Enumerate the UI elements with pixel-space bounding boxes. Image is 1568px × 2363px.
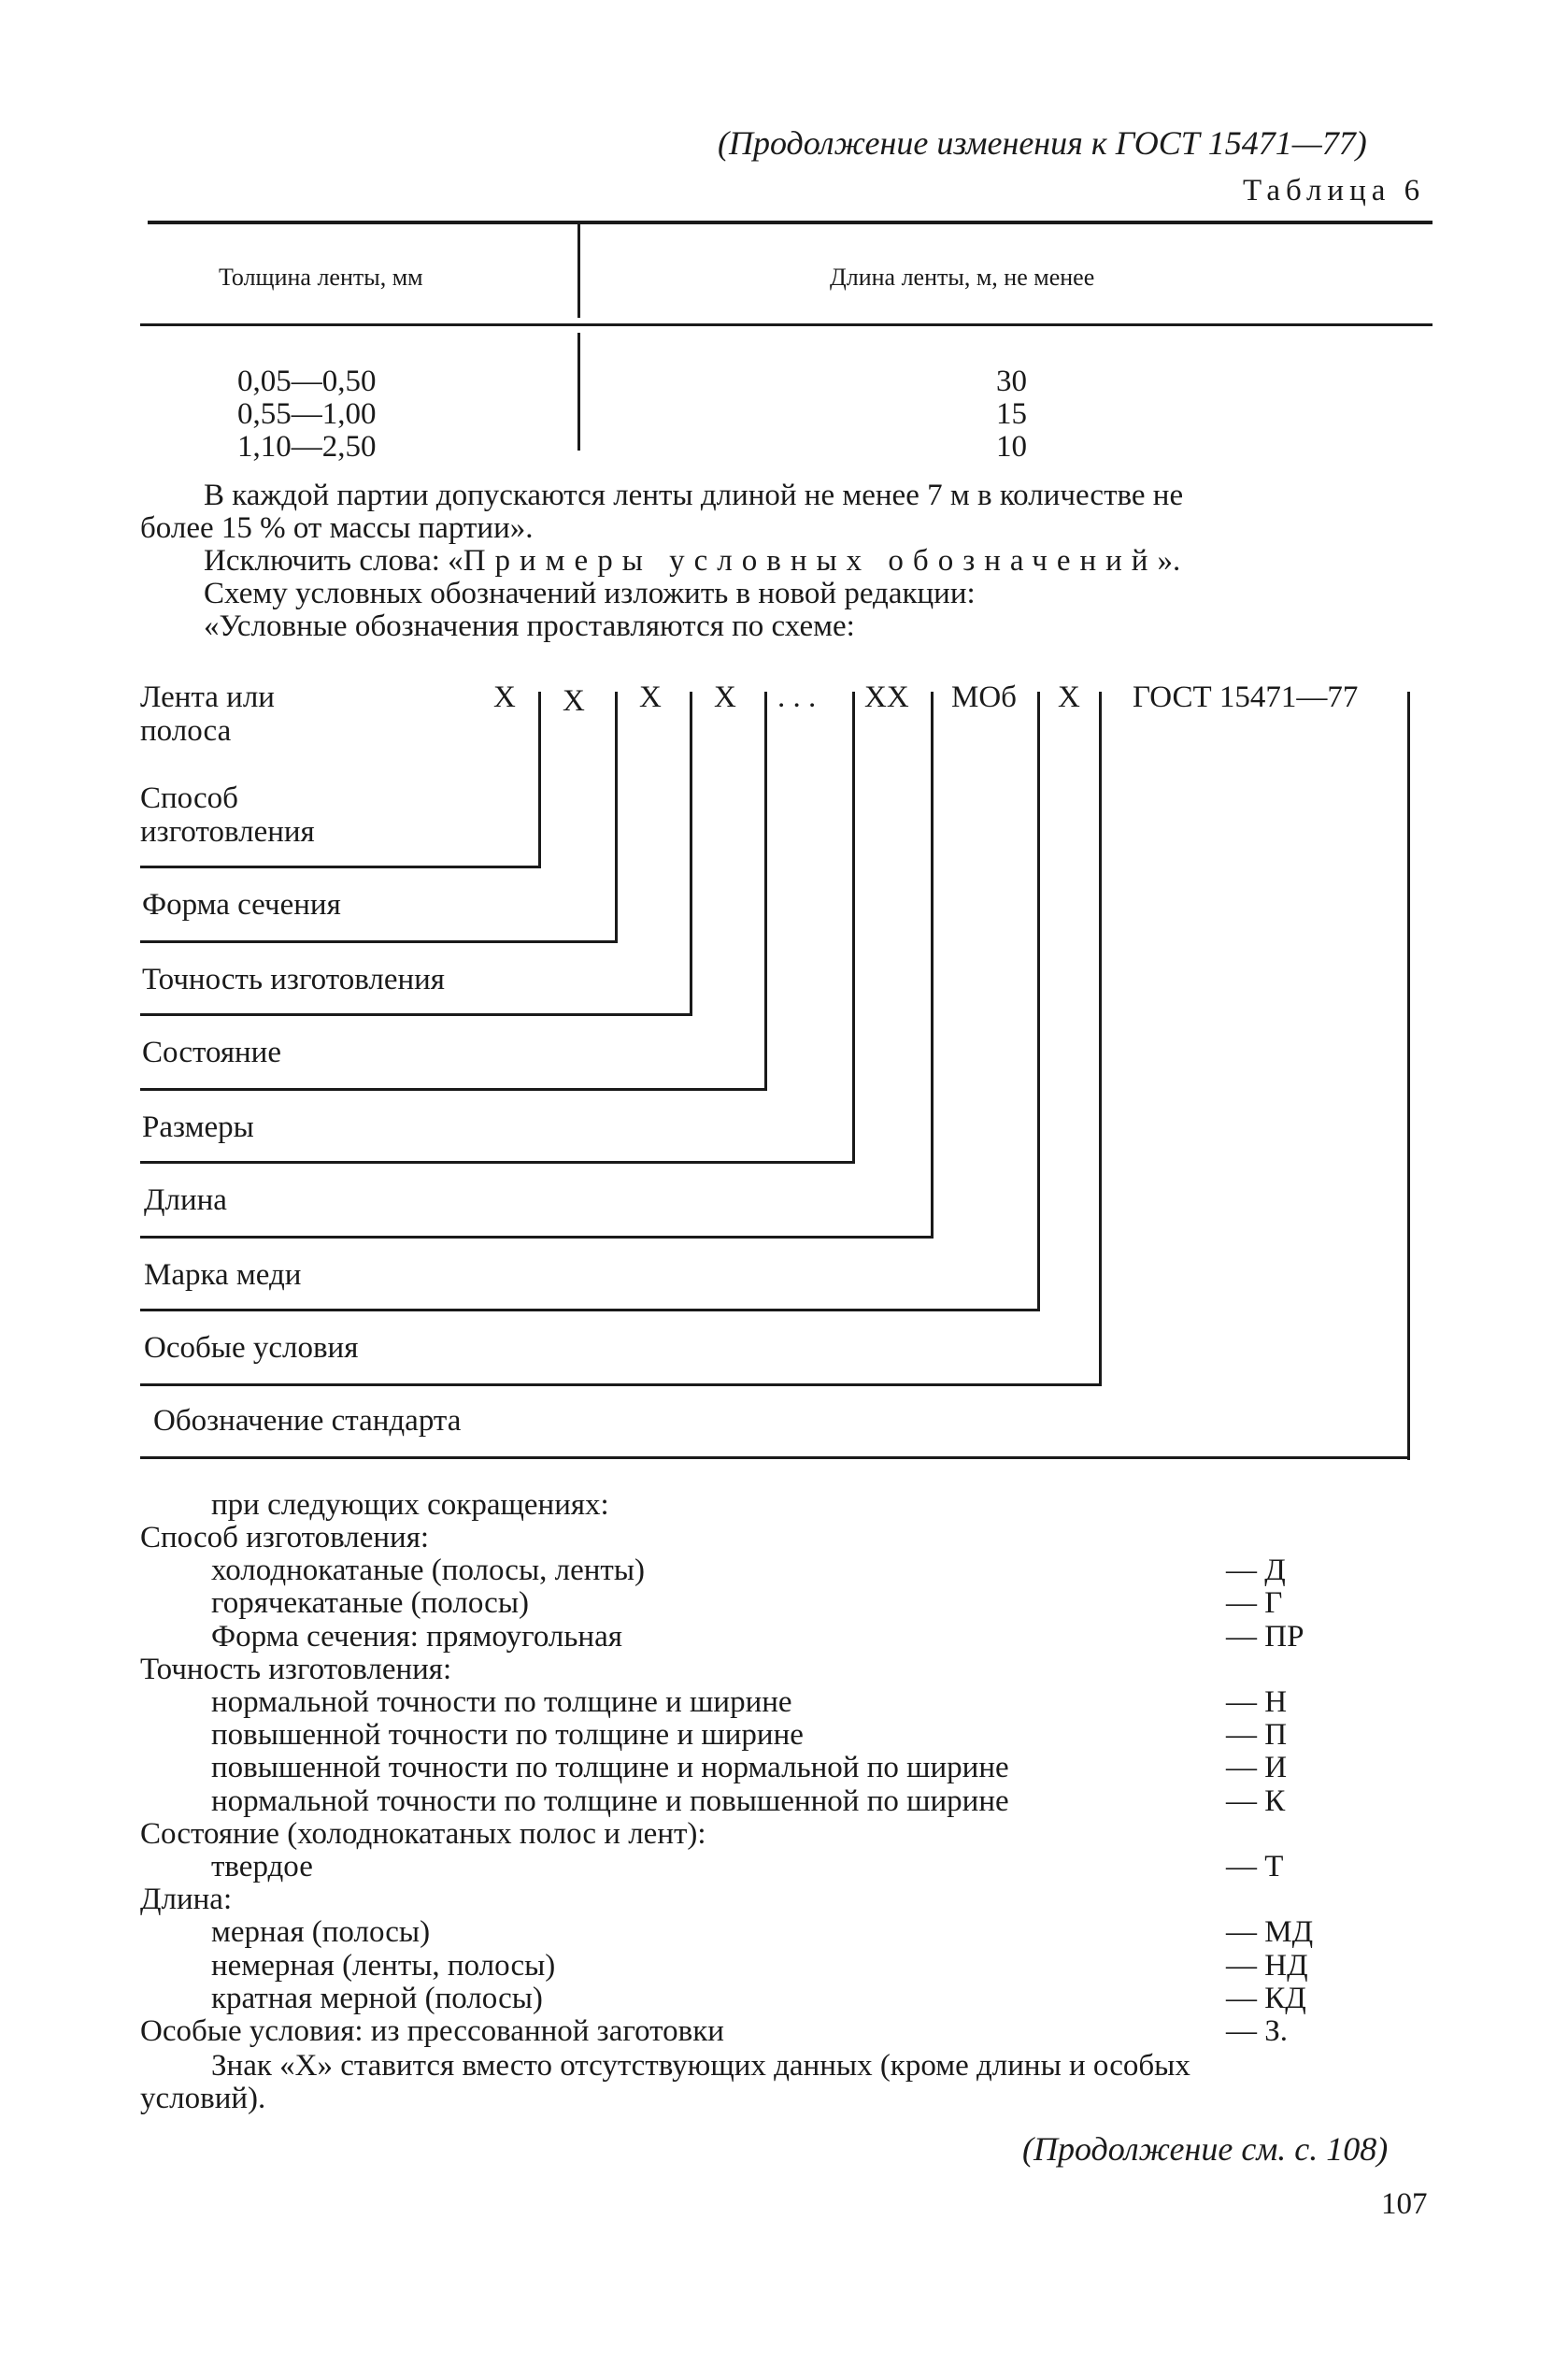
scheme-label: полоса <box>140 714 232 748</box>
abbreviation-code: — К <box>1226 1784 1286 1818</box>
abbreviation-text: повышенной точности по толщине и нормальной по ширине <box>211 1751 1009 1784</box>
connector-vertical <box>690 692 692 1015</box>
scheme-label: изготовления <box>140 815 315 849</box>
scheme-code: X <box>493 680 516 714</box>
abbreviation-text: Точность изготовления: <box>140 1653 452 1686</box>
paragraph-line: «Условные обозначения проставляются по схеме: <box>204 609 855 643</box>
connector-underline <box>140 1088 767 1091</box>
connector-vertical <box>852 692 855 1163</box>
table-cell-length: 10 <box>996 430 1027 464</box>
connector-vertical <box>1407 692 1410 1460</box>
scheme-code: X <box>1058 680 1080 714</box>
scheme-label: Форма сечения <box>142 888 341 922</box>
scheme-code: XX <box>864 680 909 714</box>
abbreviation-text: повышенной точности по толщине и ширине <box>211 1718 804 1752</box>
exclude-prefix: Исключить слова: « <box>204 544 463 578</box>
paragraph-line: В каждой партии допускаются ленты длиной не менее 7 м в количестве не <box>204 479 1184 512</box>
scheme-label: Обозначение стандарта <box>153 1404 462 1438</box>
abbreviation-text: твердое <box>211 1850 313 1883</box>
connector-underline <box>140 1309 1040 1311</box>
abbreviation-text: кратная мерной (полосы) <box>211 1982 543 2015</box>
abbreviation-text: холоднокатаные (полосы, ленты) <box>211 1554 645 1587</box>
connector-underline <box>140 1013 692 1016</box>
connector-underline <box>140 1236 934 1239</box>
connector-underline <box>140 866 541 868</box>
scheme-label: Состояние <box>142 1036 281 1069</box>
connector-vertical <box>538 692 541 867</box>
scheme-label: Способ <box>140 781 238 815</box>
scheme-code: X <box>639 680 662 714</box>
page-number: 107 <box>1381 2187 1428 2221</box>
connector-vertical <box>1037 692 1040 1310</box>
abbreviation-text: Состояние (холоднокатаных полос и лент): <box>140 1817 706 1851</box>
abbreviation-code: — З. <box>1226 2014 1289 2048</box>
table-body-divider <box>577 333 580 451</box>
abbreviation-code: — МД <box>1226 1915 1314 1949</box>
spaced-phrase: Примеры условных обозначений <box>463 544 1158 578</box>
scheme-code: МОб <box>951 680 1017 714</box>
connector-vertical <box>615 692 618 942</box>
scheme-standard: ГОСТ 15471—77 <box>1133 680 1359 714</box>
paragraph-line: Схему условных обозначений изложить в новой редакции: <box>204 577 976 610</box>
abbreviation-text: нормальной точности по толщине и ширине <box>211 1685 792 1719</box>
table-label: Таблица 6 <box>1243 174 1426 208</box>
abbreviation-code: — ПР <box>1226 1620 1304 1654</box>
scheme-code: . . . <box>777 680 817 714</box>
abbreviation-text: горячекатаные (полосы) <box>211 1586 529 1620</box>
connector-underline <box>140 1383 1102 1386</box>
scheme-label: Лента или <box>140 680 275 714</box>
scheme-label: Марка меди <box>144 1258 302 1292</box>
abbreviation-code: — Д <box>1226 1554 1286 1587</box>
closing-line: Знак «X» ставится вместо отсутствующих данных (кроме длины и особых <box>211 2049 1190 2083</box>
table-cell-length: 15 <box>996 397 1027 431</box>
scheme-label: Точность изготовления <box>142 963 445 996</box>
paragraph-line: более 15 % от массы партии». <box>140 511 534 545</box>
scheme-label: Особые условия <box>144 1331 359 1365</box>
connector-underline <box>140 1456 1410 1459</box>
continued-note: (Продолжение см. с. 108) <box>1022 2130 1389 2168</box>
abbreviation-code: — И <box>1226 1751 1288 1784</box>
abbreviation-text: Способ изготовления: <box>140 1521 430 1554</box>
abbreviation-code: — П <box>1226 1718 1288 1752</box>
paragraph-line <box>204 544 1180 579</box>
table-header-rule <box>140 323 1433 326</box>
abbreviation-code: — Т <box>1226 1850 1284 1883</box>
table-header-divider <box>577 224 580 318</box>
col-header-length: Длина ленты, м, не менее <box>830 264 1095 291</box>
abbreviation-code: — Г <box>1226 1586 1283 1620</box>
abbreviations-intro: при следующих сокращениях: <box>211 1488 609 1522</box>
closing-line: условий). <box>140 2082 266 2115</box>
scheme-label: Размеры <box>142 1110 254 1144</box>
exclude-suffix: ». <box>1157 544 1181 578</box>
abbreviation-text: мерная (полосы) <box>211 1915 431 1949</box>
abbreviation-code: — КД <box>1226 1982 1306 2015</box>
table-top-rule <box>148 221 1433 224</box>
col-header-thickness: Толщина ленты, мм <box>219 264 423 291</box>
abbreviation-code: — НД <box>1226 1949 1308 1983</box>
abbreviation-text: Форма сечения: прямоугольная <box>211 1620 622 1654</box>
table-cell-thickness: 0,55—1,00 <box>237 397 377 431</box>
connector-underline <box>140 940 618 943</box>
abbreviation-text: немерная (ленты, полосы) <box>211 1949 556 1983</box>
abbreviation-code: — Н <box>1226 1685 1288 1719</box>
table-cell-length: 30 <box>996 365 1027 398</box>
abbreviation-text: Особые условия: из прессованной заготовки <box>140 2014 724 2048</box>
continuation-header: (Продолжение изменения к ГОСТ 15471—77) <box>718 124 1367 162</box>
scheme-label: Длина <box>144 1183 227 1217</box>
connector-vertical <box>1099 692 1102 1385</box>
table-cell-thickness: 1,10—2,50 <box>237 430 377 464</box>
scheme-code: X <box>714 680 736 714</box>
abbreviation-text: Длина: <box>140 1883 233 1916</box>
table-cell-thickness: 0,05—0,50 <box>237 365 377 398</box>
connector-vertical <box>931 692 934 1238</box>
scheme-code: X <box>563 684 585 718</box>
abbreviation-text: нормальной точности по толщине и повышенной по ширине <box>211 1784 1009 1818</box>
connector-vertical <box>764 692 767 1090</box>
connector-underline <box>140 1161 855 1164</box>
